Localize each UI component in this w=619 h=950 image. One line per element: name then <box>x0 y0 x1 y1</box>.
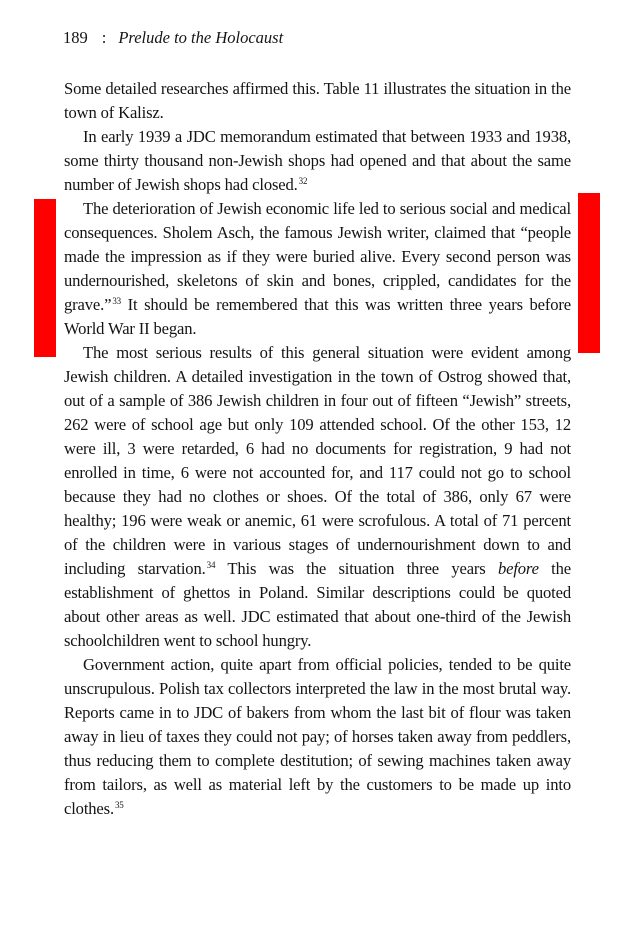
paragraph-text: The most serious results of this general situation were evident among Jewish children. A detailed investigation in the town of Ostrog showed that, out of a sample of 386 Jewish children in four out of fifteen “Jewish” streets, 262 were of school age but only 109 attended school. Of the other 153, 12 were ill, 3 were retarded, 6 had no documents for registration, 9 had not enrolled in time, 6 were not accounted for, and 117 could not go to school because they had no clothes or shoes. Of the total of 386, only 67 were healthy; 196 were weak or anemic, 61 were scrofulous. A total of 71 percent of the children were in various stages of undernourishment down to and including starvation. <box>64 343 571 578</box>
paragraph-jewish-children <box>64 341 571 653</box>
footnote-marker[interactable]: 32 <box>298 176 308 186</box>
paragraph-government-action <box>64 653 571 821</box>
paragraph-text: It should be remembered that this was written three years before World War II began. <box>64 295 571 338</box>
highlight-marker-left <box>34 199 56 357</box>
paragraph-text: The deterioration of Jewish economic life led to serious social and medical consequences. Sholem Asch, the famous Jewish writer, claimed that “people made the impression as if they were buried alive. Every second person was undernourished, skeletons of skin and bones, crippled, candidates for the grave.” <box>64 199 571 314</box>
running-head <box>63 28 283 48</box>
highlight-marker-right <box>578 193 600 353</box>
page-number: 189 <box>63 28 88 47</box>
paragraph-sholem-asch <box>64 197 571 341</box>
paragraph-text: Government action, quite apart from official policies, tended to be quite unscrupulous. Polish tax collectors interpreted the law in the most brutal way. Reports came in to JDC of bakers from whom the last bit of flour was taken away in lieu of taxes they could not pay; of horses taken away from peddlers, thus reducing them to complete destitution; of sewing machines taken away from tailors, as well as material left by the customers to be made up into clothes. <box>64 655 571 818</box>
footnote-marker[interactable]: 34 <box>206 560 216 570</box>
header-separator: : <box>101 28 107 47</box>
paragraph-text: In early 1939 a JDC memorandum estimated that between 1933 and 1938, some thirty thousand non-Jewish shops had opened and that about the same number of Jewish shops had closed. <box>64 127 571 194</box>
paragraph-text: This was the situation three years <box>215 559 498 578</box>
footnote-marker[interactable]: 35 <box>114 800 124 810</box>
paragraph-kalisz <box>64 77 571 125</box>
paragraph-text: the establishment of ghettos in Poland. Similar descriptions could be quoted about other areas as well. JDC estimated that about one-third of the Jewish schoolchildren went to school hungry. <box>64 559 572 650</box>
paragraph-text: Some detailed researches affirmed this. Table 11 illustrates the situation in the town of Kalisz. <box>64 79 571 122</box>
footnote-marker[interactable]: 33 <box>112 296 122 306</box>
book-title: Prelude to the Holocaust <box>118 28 284 47</box>
body-text <box>64 77 571 821</box>
paragraph-jdc-memorandum <box>64 125 571 197</box>
emphasis-text: before <box>497 559 539 578</box>
